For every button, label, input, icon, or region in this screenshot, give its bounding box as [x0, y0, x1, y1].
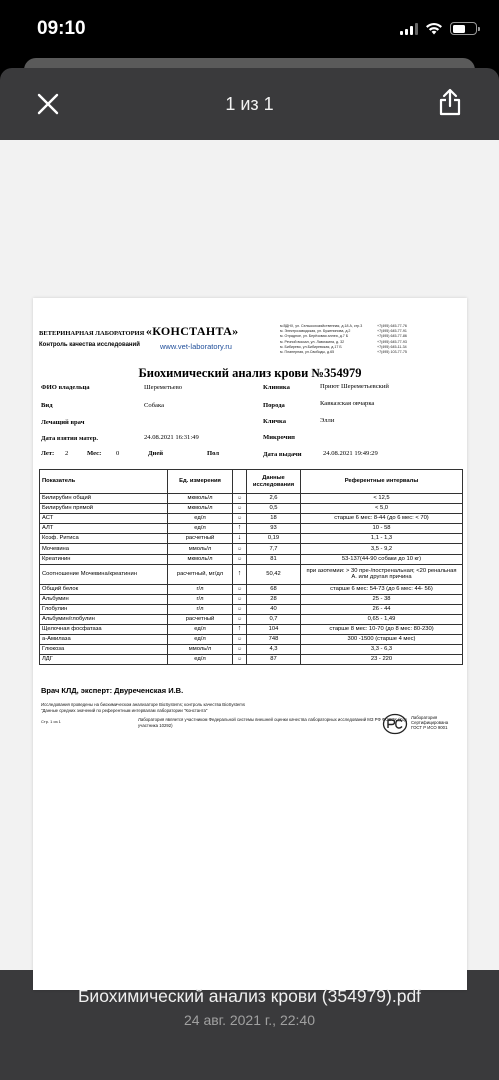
address-line: м. Планерная, ул.Свободы, д.65	[280, 350, 335, 355]
table-row	[40, 604, 463, 614]
cell-reference: старше 6 мес: 8-44 (до 6 мес: < 70)	[301, 514, 463, 524]
issue-date-value: 24.08.2021 19:49:29	[323, 450, 378, 457]
normal-smiley-icon: ☺	[236, 585, 243, 592]
months-value: 0	[116, 450, 120, 457]
cell-parameter: Билирубин прямой	[40, 504, 168, 514]
cell-reference: 10 - 58	[301, 524, 463, 534]
cell-value: 93	[247, 524, 301, 534]
table-row	[40, 544, 463, 554]
cell-value: 18	[247, 514, 301, 524]
arrow-up-icon: ↑	[237, 524, 242, 532]
cell-unit: расчетный	[168, 534, 233, 544]
cell-unit: г/л	[168, 584, 233, 594]
results-table	[39, 469, 463, 665]
issue-date-label: Дата выдачи	[263, 451, 302, 458]
arrow-up-icon: ↑	[237, 625, 242, 633]
table-row	[40, 594, 463, 604]
normal-smiley-icon: ☺	[236, 495, 243, 502]
lab-brand: «КОНСТАНТА»	[145, 324, 239, 338]
certification-text	[411, 715, 448, 730]
cell-parameter: Общий белок	[40, 584, 168, 594]
cell-flag	[233, 625, 247, 635]
clinic-label: Клиника	[263, 384, 290, 391]
normal-smiley-icon: ☺	[236, 515, 243, 522]
document-title: Биохимический анализ крови №354979	[138, 366, 362, 380]
table-row	[40, 514, 463, 524]
status-time: 09:10	[37, 18, 86, 39]
cell-parameter: Билирубин общий	[40, 494, 168, 504]
cell-value: 28	[247, 594, 301, 604]
page-note: Стр. 1 из 1	[41, 719, 61, 724]
analyzer-note	[41, 702, 245, 713]
wifi-icon	[425, 22, 443, 35]
owner-label: ФИО владельца	[41, 384, 90, 391]
cell-value: 0,7	[247, 614, 301, 624]
lab-website-link[interactable]: www.vet-laboratory.ru	[160, 342, 232, 351]
cell-value: 40	[247, 604, 301, 614]
cell-reference: 300 -1500 (старше 4 мес)	[301, 635, 463, 645]
cell-flag	[233, 554, 247, 564]
phone-line: +7(495) 645-11-34	[377, 344, 407, 349]
pdf-page	[33, 298, 467, 990]
nickname-value: Элли	[320, 417, 335, 424]
normal-smiley-icon: ☺	[236, 636, 243, 643]
address-line: м. Речной вокзал, ул. Лавочкина, д. 32	[280, 339, 345, 344]
months-label: Мес:	[87, 450, 102, 457]
cell-value: 0,5	[247, 504, 301, 514]
cell-parameter: Щелочная фосфатаза	[40, 625, 168, 635]
status-icons	[400, 22, 477, 35]
days-label: Дней	[148, 450, 164, 457]
cell-unit: ед/л	[168, 655, 233, 665]
cell-flag	[233, 544, 247, 554]
pdf-viewer	[0, 68, 499, 1080]
cell-flag	[233, 494, 247, 504]
cell-value: 7,7	[247, 544, 301, 554]
analyzer-note-line: Исследования проведены на биохимическом анализаторе BioSystems; контроль качества BioSystems	[41, 702, 245, 707]
lab-phones	[377, 324, 407, 355]
normal-smiley-icon: ☺	[236, 656, 243, 663]
cell-unit: ммоль/л	[168, 645, 233, 655]
cell-unit: расчетный	[168, 614, 233, 624]
file-date: 24 авг. 2021 г., 22:40	[184, 1012, 315, 1028]
cell-unit: мкмоль/л	[168, 504, 233, 514]
cell-reference: 25 - 38	[301, 594, 463, 604]
clinic-value: Приют Шереметьевский	[320, 383, 389, 390]
cell-flag	[233, 635, 247, 645]
cell-unit: ед/л	[168, 514, 233, 524]
cellular-signal-icon	[400, 23, 418, 35]
cell-parameter: Соотношение Мочевина/креатинин	[40, 564, 168, 584]
fsvok-note: Лаборатория является участником Федеральной системы внешней оценки качества лабораторных исследований МЗ РФ ФСВОК (Код участника 10292)	[138, 717, 407, 728]
col-header-value: Данные исследования	[247, 470, 301, 494]
cell-unit: ммоль/л	[168, 544, 233, 554]
cell-flag	[233, 594, 247, 604]
cell-unit: г/л	[168, 594, 233, 604]
lab-prefix: ВЕТЕРИНАРНАЯ ЛАБОРАТОРИЯ	[39, 330, 145, 337]
normal-smiley-icon: ☺	[236, 595, 243, 602]
table-row	[40, 614, 463, 624]
species-label: Вид	[41, 402, 53, 409]
cell-parameter: Мочевина	[40, 544, 168, 554]
cert-line: Лаборатория	[411, 715, 438, 720]
phone-line: +7(495) 103-77-75	[377, 350, 407, 355]
address-line: м. Электрозаводская, ул. Буженинова, д.2	[280, 329, 351, 334]
lab-addresses	[280, 324, 362, 355]
cell-unit: мкмоль/л	[168, 494, 233, 504]
cell-flag	[233, 655, 247, 665]
table-row	[40, 504, 463, 514]
cell-reference: < 12,5	[301, 494, 463, 504]
cell-parameter: АСТ	[40, 514, 168, 524]
cell-parameter: Коэф. Ритиса	[40, 534, 168, 544]
normal-smiley-icon: ☺	[236, 605, 243, 612]
table-row	[40, 564, 463, 584]
cell-value: 68	[247, 584, 301, 594]
years-value: 2	[65, 450, 69, 457]
cell-unit: расчетный, мг/дл	[168, 564, 233, 584]
cell-flag	[233, 604, 247, 614]
cell-reference: старше 8 мес: 10-70 (до 8 мес: 80-230)	[301, 625, 463, 635]
cell-parameter: Глюкоза	[40, 645, 168, 655]
status-bar	[0, 0, 499, 56]
cell-value: 50,42	[247, 564, 301, 584]
normal-smiley-icon: ☺	[236, 615, 243, 622]
cell-reference: 23 - 220	[301, 655, 463, 665]
cell-unit: ед/л	[168, 635, 233, 645]
cell-value: 748	[247, 635, 301, 645]
table-row	[40, 524, 463, 534]
address-line: м. Бибирево, ул.Бибиревская, д.17 Б	[280, 344, 342, 349]
certification-logo-icon	[382, 713, 408, 735]
col-header-parameter: Показатель	[40, 470, 168, 494]
normal-smiley-icon: ☺	[236, 555, 243, 562]
cell-reference: 0,65 - 1,49	[301, 614, 463, 624]
cell-flag	[233, 564, 247, 584]
phone-line: +7(495) 645-77-86	[377, 334, 407, 339]
reference-note-line: "Данные средних значений по референтным интервалам лаборатории "Константа"	[41, 707, 208, 713]
years-label: Лет:	[41, 450, 55, 457]
cell-flag	[233, 514, 247, 524]
file-name: Биохимический анализ крови (354979).pdf	[77, 986, 422, 1006]
document-canvas[interactable]	[0, 140, 499, 970]
table-row	[40, 625, 463, 635]
species-value: Собака	[144, 402, 165, 409]
cell-reference: < 5,0	[301, 504, 463, 514]
cell-flag	[233, 614, 247, 624]
address-line: м.ВДНХ, ул. Сельскохозяйственная, д.18 А, стр.3	[280, 324, 363, 328]
address-line: м. Отрадное, ул. Берёзовая аллея, д.7 Б	[280, 334, 349, 339]
cell-parameter: ЛДГ	[40, 655, 168, 665]
cell-reference: 3,5 - 9,2	[301, 544, 463, 554]
cell-flag	[233, 534, 247, 544]
table-row	[40, 534, 463, 544]
sample-date-value: 24.08.2021 16:31:49	[144, 434, 199, 441]
cert-line: ГОСТ Р ИСО 9001	[411, 725, 448, 730]
phone-line: +7(495) 645-77-93	[377, 339, 407, 344]
cell-value: 2,6	[247, 494, 301, 504]
cell-reference: старше 6 мес: 54-73 (до 6 мес: 44- 56)	[301, 584, 463, 594]
cert-line: Сертифицирована	[411, 720, 449, 725]
cell-flag	[233, 504, 247, 514]
cell-value: 81	[247, 554, 301, 564]
cell-unit: ед/л	[168, 524, 233, 534]
cell-reference: 53-137(44-90 собаки до 10 кг)	[301, 554, 463, 564]
cell-parameter: Креатинин	[40, 554, 168, 564]
arrow-down-icon: ↓	[237, 534, 242, 542]
signer: Врач КЛД, эксперт: Двуреченская И.В.	[41, 686, 184, 695]
table-header-row	[40, 470, 463, 494]
cell-unit: г/л	[168, 604, 233, 614]
cell-flag	[233, 524, 247, 534]
cell-parameter: Альбумин	[40, 594, 168, 604]
owner-value: Шереметьево	[144, 384, 183, 391]
lab-name	[39, 324, 238, 339]
normal-smiley-icon: ☺	[236, 646, 243, 653]
cell-value: 87	[247, 655, 301, 665]
cell-reference: при азотемии: > 30 пре-/постренальная; <20 ренальная А. или другая причина	[301, 564, 463, 584]
phone-line: +7(495) 645-77-91	[377, 329, 407, 334]
battery-icon	[450, 22, 477, 35]
cell-flag	[233, 645, 247, 655]
table-row	[40, 635, 463, 645]
nickname-label: Кличка	[263, 418, 286, 425]
lab-subtitle: Контроль качества исследований	[39, 342, 140, 348]
doctor-label: Лечащий врач	[41, 419, 85, 426]
table-row	[40, 645, 463, 655]
table-row	[40, 655, 463, 665]
col-header-unit: Ед. измерения	[168, 470, 233, 494]
cell-reference: 3,3 - 6,3	[301, 645, 463, 655]
cell-reference: 26 - 44	[301, 604, 463, 614]
viewer-nav-bar	[0, 68, 499, 140]
share-icon[interactable]	[439, 88, 461, 116]
table-row	[40, 554, 463, 564]
breed-value: Кавказская овчарка	[320, 400, 375, 407]
cell-unit: ед/л	[168, 625, 233, 635]
cell-value: 4,3	[247, 645, 301, 655]
sample-date-label: Дата взятия матер.	[41, 435, 99, 442]
cell-value: 0,19	[247, 534, 301, 544]
cell-value: 104	[247, 625, 301, 635]
cell-parameter: Альбумин/глобулин	[40, 614, 168, 624]
table-row	[40, 584, 463, 594]
cell-flag	[233, 584, 247, 594]
phone-line: +7(495) 645-77-76	[377, 324, 407, 328]
page-counter: 1 из 1	[225, 94, 274, 114]
cell-parameter: а-Амилаза	[40, 635, 168, 645]
close-icon[interactable]	[36, 92, 60, 116]
cell-reference: 1,1 - 1,3	[301, 534, 463, 544]
table-row	[40, 494, 463, 504]
cell-parameter: АЛТ	[40, 524, 168, 534]
chip-label: Микрочип	[263, 434, 295, 441]
col-header-flag	[233, 470, 247, 494]
cell-unit: мкмоль/л	[168, 554, 233, 564]
normal-smiley-icon: ☺	[236, 505, 243, 512]
normal-smiley-icon: ☺	[236, 545, 243, 552]
cell-parameter: Глобулин	[40, 604, 168, 614]
col-header-reference: Референтные интервалы	[301, 470, 463, 494]
arrow-up-icon: ↑	[237, 569, 242, 577]
sex-label: Пол	[207, 450, 220, 457]
breed-label: Порода	[263, 402, 285, 409]
